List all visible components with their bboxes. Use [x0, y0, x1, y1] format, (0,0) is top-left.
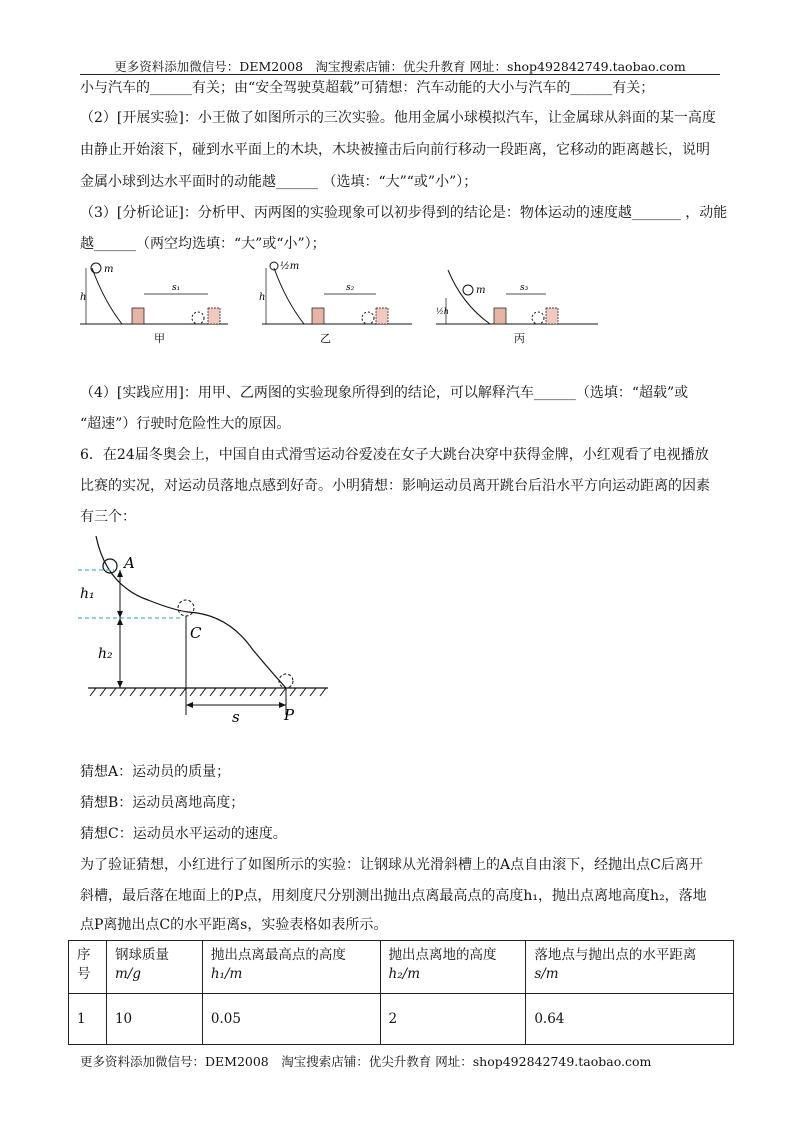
text-line: 猜想B：运动员离地高度； — [80, 795, 245, 811]
text-line: 由静止开始滚下，碰到水平面上的木块，木块被撞击后向前行移动一段距离，它移动的距离越长，说明 — [80, 142, 710, 158]
mass-label: m — [476, 285, 486, 296]
table-header-cell: 落地点与抛出点的水平距离 s/m — [526, 941, 734, 994]
table-header-cell: 抛出点离地的高度 h₂/m — [380, 941, 526, 994]
text-line: 有三个： — [80, 509, 136, 525]
figure-yi — [254, 256, 434, 348]
text-line: 6．在24届冬奥会上，中国自由式滑雪运动谷爱凌在女子大跳台决穿中获得金牌，小红观看了电视播放 — [80, 447, 709, 463]
table-cell: 10 — [106, 994, 202, 1045]
table-header-cell: 序 号 — [69, 941, 107, 994]
text-line: “超速”）行驶时危险性大的原因。 — [80, 416, 291, 432]
text-line: 猜想C：运动员水平运动的速度。 — [80, 826, 287, 842]
table-cell: 0.05 — [202, 994, 380, 1045]
distance-label: s₂ — [346, 283, 355, 293]
table-cell: 1 — [69, 994, 107, 1045]
text-line: 越______（两空均选填：“大”或“小”）； — [80, 236, 326, 252]
mass-label: ½m — [280, 261, 300, 272]
text-line: （4）[实践应用]：用甲、乙两图的实验现象所得到的结论，可以解释汽车______（选填：“超载”或 — [80, 385, 689, 401]
height-label: h — [80, 292, 87, 303]
page-header: 更多资料添加微信号：DEM2008 淘宝搜索店铺：优尖升教育 网址：shop492842749.taobao.com — [114, 59, 686, 74]
table-cell: 0.64 — [526, 994, 734, 1045]
table-row — [69, 994, 734, 1045]
page-footer: 更多资料添加微信号：DEM2008 淘宝搜索店铺：优尖升教育 网址：shop492842749.taobao.com — [80, 1054, 652, 1069]
h1-label: h₁ — [80, 586, 95, 602]
height-label: h — [259, 292, 266, 303]
figure-caption: 甲 — [154, 332, 165, 345]
header-divider — [80, 74, 720, 75]
point-p-label: P — [284, 706, 295, 724]
text-line: 比赛的实况，对运动员落地点感到好奇。小明猜想：影响运动员离开跳台后沿水平方向运动距离的因素 — [80, 478, 710, 494]
mass-label: m — [104, 264, 114, 275]
distance-label: s₁ — [172, 283, 181, 293]
text-line: 斜槽，最后落在地面上的P点，用刻度尺分别测出抛出点离最高点的高度h₁，抛出点离地高度h₂，落地 — [80, 888, 707, 904]
point-c-label: C — [190, 624, 202, 642]
table-header-cell: 钢球质量 m/g — [106, 941, 202, 994]
table-header-row — [69, 941, 734, 994]
figure-ramp-projectile — [78, 530, 338, 730]
text-line: 为了验证猜想，小红进行了如图所示的实验：让钢球从光滑斜槽上的A点自由滚下，经抛出点C后离开 — [80, 857, 703, 873]
experiment-table — [68, 940, 734, 1045]
figure-caption: 丙 — [514, 332, 525, 345]
text-line: （2）[开展实验]：小王做了如图所示的三次实验。他用金属小球模拟汽车，让金属球从斜面的某一高度 — [80, 110, 716, 126]
table-cell: 2 — [380, 994, 526, 1045]
figure-caption: 乙 — [320, 332, 331, 345]
text-line: 金属小球到达水平面时的动能越______ （选填：“大”“或”小”）； — [80, 174, 478, 190]
height-label: ½h — [436, 307, 449, 316]
point-a-label: A — [124, 554, 135, 572]
figure-jia — [70, 256, 250, 348]
text-line: 小与汽车的______有关；由“安全驾驶莫超载”可猜想：汽车动能的大小与汽车的______有关； — [80, 80, 655, 96]
text-line: （3）[分析论证]：分析甲、丙两图的实验现象可以初步得到的结论是：物体运动的速度越_______ ，动能 — [80, 205, 728, 221]
distance-label: s₃ — [520, 283, 529, 293]
table-header-cell: 抛出点离最高点的高度 h₁/m — [202, 941, 380, 994]
figure-bing — [432, 264, 612, 348]
text-line: 点P离抛出点C的水平距离s，实验表格如表所示。 — [80, 917, 388, 933]
h2-label: h₂ — [98, 646, 113, 662]
s-label: s — [232, 708, 240, 726]
text-line: 猜想A：运动员的质量； — [80, 764, 231, 780]
